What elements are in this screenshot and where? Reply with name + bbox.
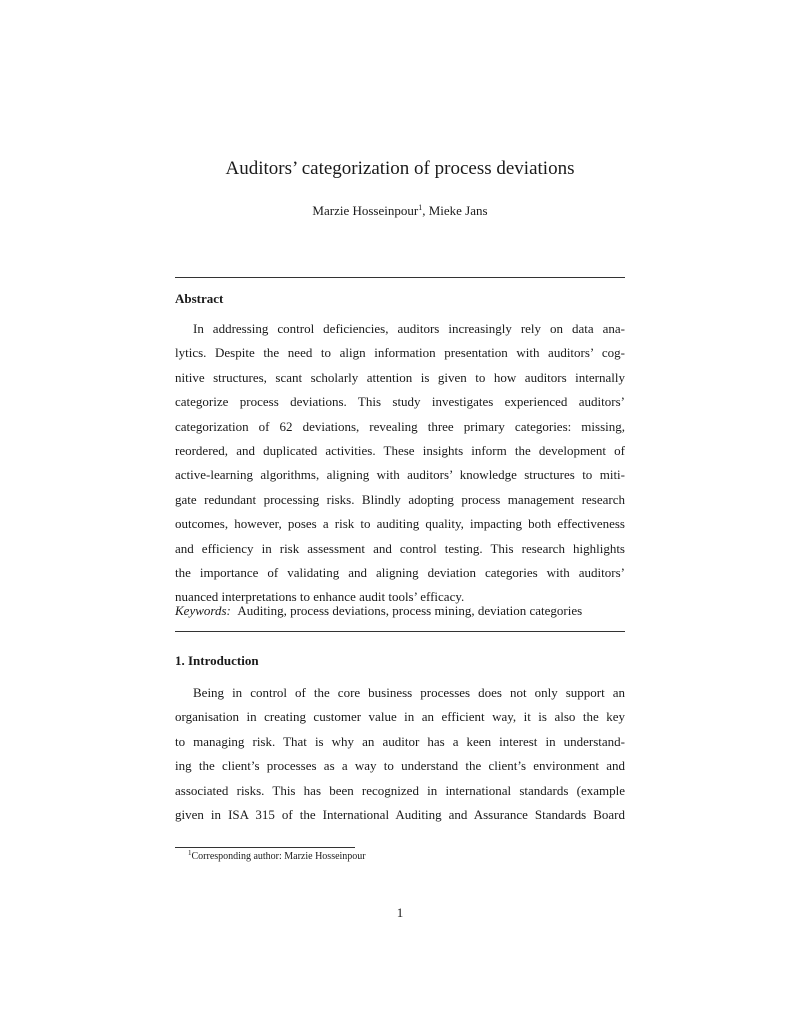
author-name-rest: , Mieke Jans: [422, 203, 488, 218]
abstract-line: categorize process deviations. This study investigates experienced auditors’: [175, 394, 625, 410]
abstract-top-rule: [175, 277, 625, 278]
author-name-first: Marzie Hosseinpour: [312, 203, 419, 218]
abstract-line: In addressing control deficiencies, auditors increasingly rely on data ana-: [193, 321, 625, 336]
abstract-line: nitive structures, scant scholarly attention is given to how auditors internally: [175, 369, 625, 385]
footnote-marker: 1: [418, 203, 423, 212]
abstract-line: and efficiency in risk assessment and control testing. This research highlights: [175, 540, 625, 556]
introduction-line: ing the client’s processes as a way to understand the client’s environment and: [175, 758, 625, 774]
abstract-line: gate redundant processing risks. Blindly adopting process management research: [175, 491, 625, 507]
abstract-line: the importance of validating and aligning deviation categories with auditors’: [175, 564, 625, 580]
abstract-line: lytics. Despite the need to align information presentation with auditors’ cog-: [175, 345, 625, 361]
abstract-bottom-rule: [175, 631, 625, 632]
section-heading-introduction: 1. Introduction: [175, 653, 259, 668]
footnote: [188, 850, 366, 864]
abstract-body: [175, 317, 625, 610]
abstract-line: outcomes, however, poses a risk to auditing quality, impacting both effectiveness: [175, 516, 625, 532]
paper-title: Auditors’ categorization of process deviations: [225, 158, 575, 179]
introduction-line: Being in control of the core business processes does not only support an: [193, 685, 625, 700]
page-number: 1: [396, 905, 404, 920]
abstract-heading: Abstract: [175, 291, 224, 306]
introduction-line: given in ISA 315 of the International Auditing and Assurance Standards Board: [175, 806, 625, 822]
footnote-text: Corresponding author: Marzie Hosseinpour: [191, 851, 366, 862]
abstract-line: nuanced interpretations to enhance audit tools’ efficacy.: [175, 589, 465, 605]
footnote-rule: [175, 847, 355, 848]
abstract-line: categorization of 62 deviations, revealing three primary categories: missing,: [175, 418, 625, 434]
introduction-line: organisation in creating customer value in an efficient way, it is also the key: [175, 709, 625, 725]
keywords-label: Keywords:: [175, 603, 231, 618]
footnote-marker: 1: [188, 849, 192, 857]
keywords: [175, 602, 582, 620]
keywords-text: Auditing, process deviations, process mining, deviation categories: [237, 603, 583, 618]
introduction-line: to managing risk. That is why an auditor has a keen interest in understand-: [175, 733, 625, 749]
abstract-line: reordered, and duplicated activities. These insights inform the development of: [175, 442, 625, 458]
introduction-line: associated risks. This has been recognized in international standards (example: [175, 782, 625, 798]
introduction-body: [175, 681, 625, 827]
abstract-line: active-learning algorithms, aligning with auditors’ knowledge structures to miti-: [175, 467, 625, 483]
author-line: [0, 202, 800, 220]
